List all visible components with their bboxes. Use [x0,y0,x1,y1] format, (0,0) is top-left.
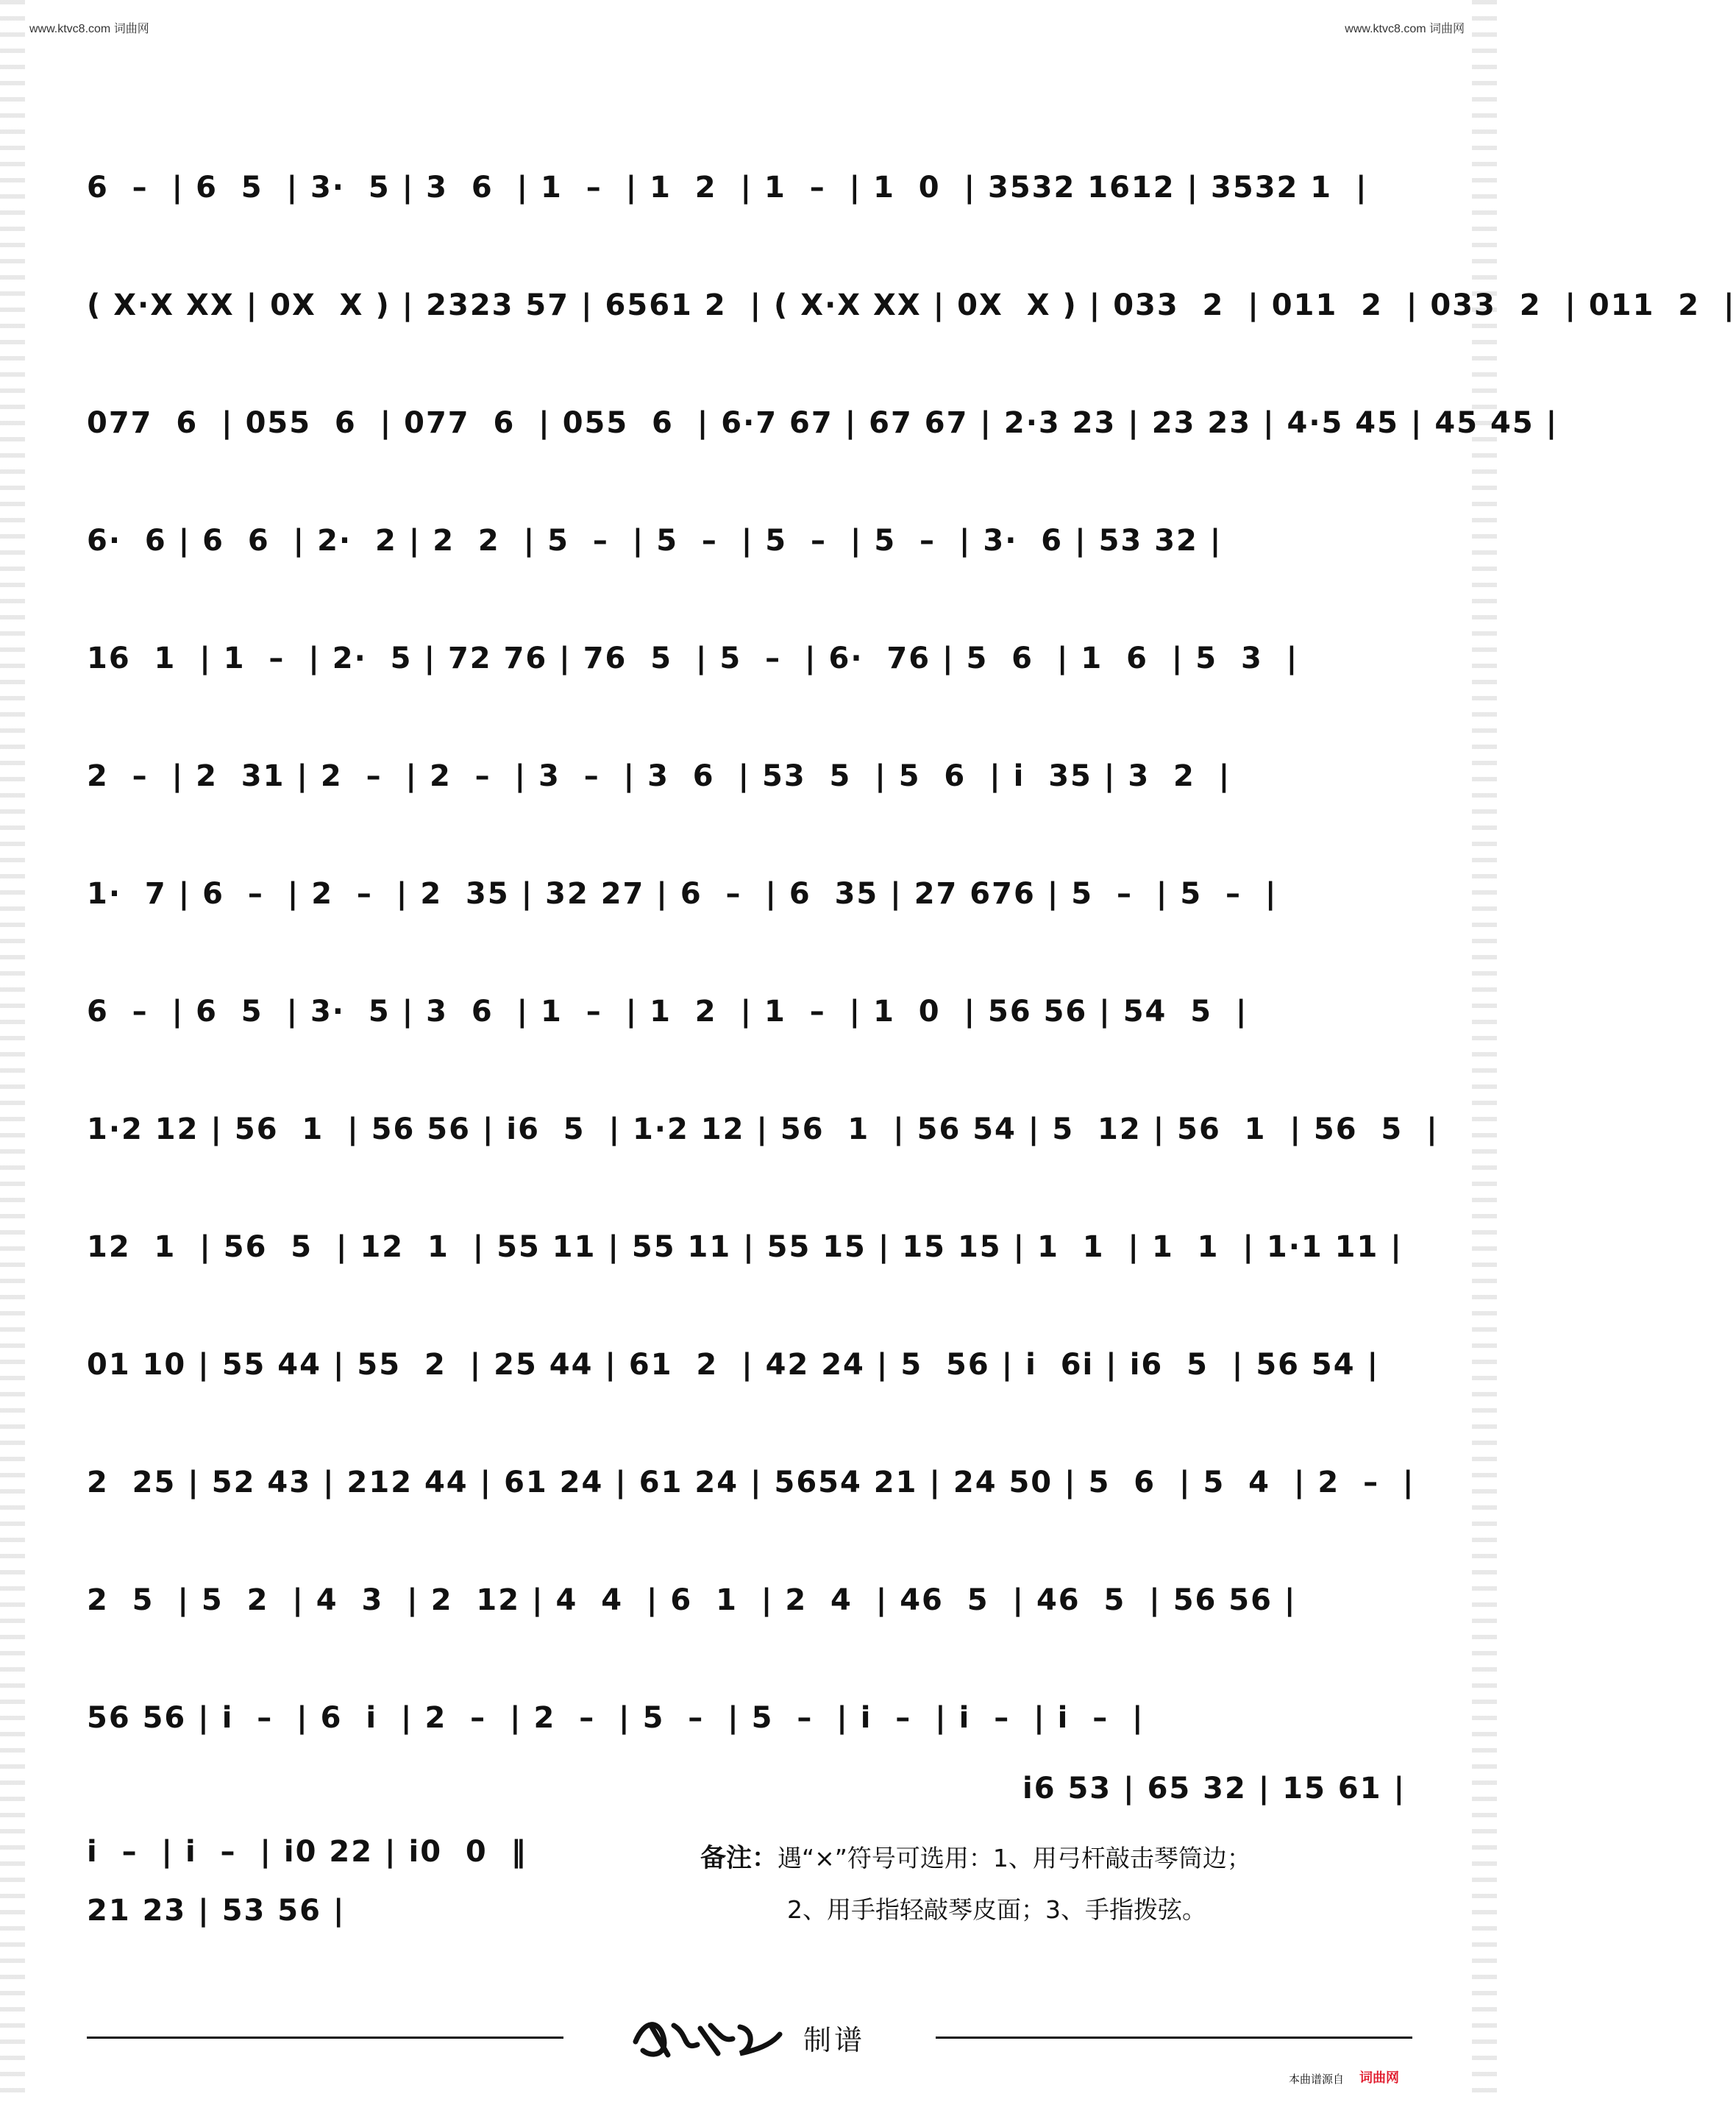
score-row-notes: 6 – | 6 5 | 3· 5 | 3 6 | 1 – | 1 2 | 1 – | 1 0 | 56 56 | 54 5 | [87,995,1248,1029]
source-logo[interactable]: 词曲网 [1359,2070,1399,2086]
score-row-notes: 2 5 | 5 2 | 4 3 | 2 12 | 4 4 | 6 1 | 2 4 | 46 5 | 46 5 | 56 56 | [87,1583,1297,1617]
score-row [0,1523,1497,1633]
score-row-notes: 1·2 12 | 56 1 | 56 56 | i6 5 | 1·2 12 | 56 1 | 56 54 | 5 12 | 56 1 | 56 5 | [87,1112,1439,1146]
score-row-notes: 077 6 | 055 6 | 077 6 | 055 6 | 6·7 67 | 67 67 | 2·3 23 | 23 23 | 4·5 45 | 45 45 | [87,406,1559,440]
score-row-notes: 16 1 | 1 – | 2· 5 | 72 76 | 76 5 | 5 – | 6· 76 | 5 6 | 1 6 | 5 3 | [87,642,1299,675]
score-row-notes: ( X·X XX | 0X X ) | 2323 57 | 6561 2 | ( X·X XX | 0X X ) | 033 2 | 011 2 | 033 2 | 011 2 | [87,288,1736,322]
remark-line-2: 2、用手指轻敲琴皮面；3、手指拨弦。 [787,1895,1206,1924]
score-row [0,1052,1497,1162]
site-label-right[interactable]: www.ktvc8.com 词曲网 [1345,23,1465,35]
score-row [0,110,1497,221]
maker-label: 制谱 [803,2024,866,2056]
footer-divider-left [87,2037,563,2039]
score-row [0,699,1497,809]
score-row [0,1641,1497,1751]
score-row-notes: 01 10 | 55 44 | 55 2 | 25 44 | 61 2 | 42 24 | 5 56 | i 6i | i6 5 | 56 54 | [87,1348,1380,1382]
score-row-notes: 2 – | 2 31 | 2 – | 2 – | 3 – | 3 6 | 53 5 | 5 6 | i 35 | 3 2 | [87,759,1231,793]
source-text: 本曲谱源自 [1289,2073,1345,2086]
score-row [0,581,1497,692]
score-row [0,1170,1497,1280]
score-row-final-lower: 21 23 | 53 56 | [87,1894,346,1928]
score-row-notes: 2 25 | 52 43 | 212 44 | 61 24 | 61 24 | 5654 21 | 24 50 | 5 6 | 5 4 | 2 – | [87,1466,1415,1499]
score-row-notes: 1· 7 | 6 – | 2 – | 2 35 | 32 27 | 6 – | 6 35 | 27 676 | 5 – | 5 – | [87,877,1278,911]
score-row [0,228,1736,338]
score-row-notes: 12 1 | 56 5 | 12 1 | 55 11 | 55 11 | 55 15 | 15 15 | 1 1 | 1 1 | 1·1 11 | [87,1230,1403,1264]
score-row [0,1288,1497,1398]
remark-line-1: 遇“×”符号可选用：1、用弓杆敲击琴筒边； [778,1844,1251,1872]
site-label-left[interactable]: www.ktvc8.com 词曲网 [29,23,149,35]
score-row [0,464,1497,574]
remark-note [700,1838,1362,1925]
score-row [0,934,1497,1045]
score-row [0,817,1497,927]
score-row-notes: 6 – | 6 5 | 3· 5 | 3 6 | 1 – | 1 2 | 1 – | 1 0 | 3532 1612 | 3532 1 | [87,171,1368,205]
score-row [0,346,1559,456]
score-row-notes: 56 56 | i – | 6 i | 2 – | 2 – | 5 – | 5 – | i – | i – | i – | [87,1701,1145,1735]
score-row-lower-voice: i6 53 | 65 32 | 15 61 | [1022,1772,1406,1805]
score-row-notes: 6· 6 | 6 6 | 2· 2 | 2 2 | 5 – | 5 – | 5 – | 5 – | 3· 6 | 53 32 | [87,524,1223,558]
footer-divider-right [936,2037,1412,2039]
score-row-final-upper: i – | i – | i0 22 | i0 0 ‖ [87,1835,527,1869]
signature-image [630,2012,784,2064]
score-row [0,1405,1497,1516]
remark-label: 备注： [700,1844,778,1873]
